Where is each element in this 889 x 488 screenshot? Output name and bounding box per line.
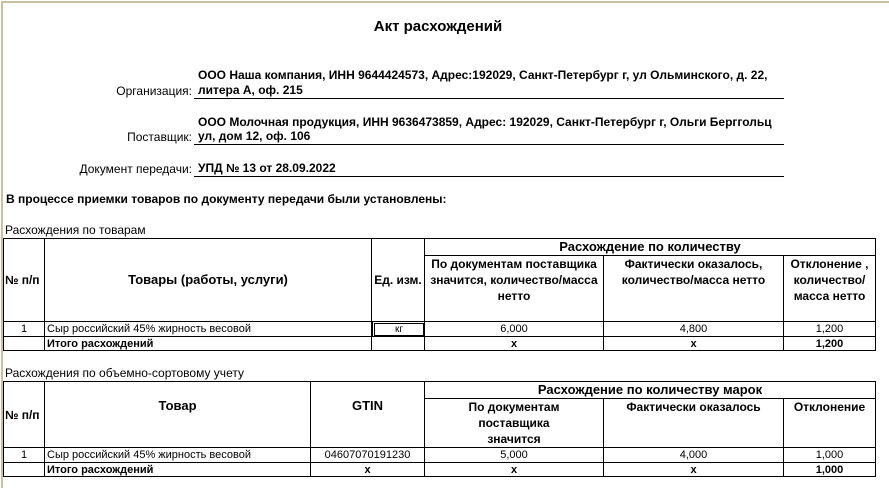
total-row <box>4 463 876 477</box>
row-gtin: 04607070191230 <box>311 448 425 463</box>
organization-value-line1: ООО Наша компания, ИНН 9644424573, Адрес:192029, Санкт-Петербург г, ул Ольминского, д. 22, <box>198 68 768 82</box>
row-deviation: 1,200 <box>784 322 876 337</box>
header-actual: Фактически оказалось, количество/масса нетто <box>604 256 784 322</box>
total-deviation: 1,200 <box>784 337 876 351</box>
total-actual: х <box>604 337 784 351</box>
header-by-docs: По документам поставщика значится <box>425 399 604 448</box>
marks-section-title: Расхождения по объемно-сортовому учету <box>5 366 244 380</box>
header-quantity-group: Расхождение по количеству <box>425 239 876 256</box>
header-num: № п/п <box>4 382 45 448</box>
header-goods: Товар <box>45 382 311 448</box>
header-actual: Фактически оказалось <box>604 399 784 448</box>
row-goods-name: Сыр российский 45% жирность весовой <box>45 322 372 337</box>
supplier-value-line2: ул, дом 12, оф. 106 <box>198 129 311 143</box>
total-actual: х <box>604 463 784 477</box>
transfer-doc-underline <box>194 176 784 177</box>
transfer-doc-value: УПД № 13 от 28.09.2022 <box>198 161 336 175</box>
intro-text: В процессе приемки товаров по документу передачи были установлены: <box>6 192 447 206</box>
marks-discrepancy-table <box>3 381 876 477</box>
row-by-docs: 5,000 <box>425 448 604 463</box>
row-unit[interactable]: кг <box>374 323 424 336</box>
row-goods-name: Сыр российский 45% жирность весовой <box>45 448 311 463</box>
document-title: Акт расхождений <box>373 18 503 35</box>
header-num: № п/п <box>4 239 45 322</box>
page-frame-top <box>1 1 889 3</box>
total-label: Итого расхождений <box>45 337 372 351</box>
total-row <box>4 337 876 351</box>
transfer-doc-label: Документ передачи: <box>79 162 192 176</box>
goods-discrepancy-table <box>3 238 876 351</box>
table-row <box>4 322 876 337</box>
header-unit: Ед. изм. <box>372 239 425 322</box>
row-deviation: 1,000 <box>784 448 876 463</box>
row-num: 1 <box>4 448 45 463</box>
row-actual: 4,000 <box>604 448 784 463</box>
organization-value-line2: литера А, оф. 215 <box>198 83 303 97</box>
row-num: 1 <box>4 322 45 337</box>
supplier-label: Поставщик: <box>127 130 192 144</box>
header-deviation: Отклонение , количество/ масса нетто <box>784 256 876 322</box>
table-row <box>4 448 876 463</box>
total-deviation: 1,000 <box>784 463 876 477</box>
organization-underline <box>194 98 784 99</box>
supplier-value-line1: ООО Молочная продукция, ИНН 9636473859, Адрес: 192029, Санкт-Петербург г, Ольги Берггольц <box>198 115 772 129</box>
header-deviation: Отклонение <box>784 399 876 448</box>
organization-label: Организация: <box>116 84 192 98</box>
total-by-docs: х <box>425 337 604 351</box>
header-goods: Товары (работы, услуги) <box>45 239 372 322</box>
supplier-underline <box>194 144 784 145</box>
total-gtin: х <box>311 463 425 477</box>
header-by-docs: По документам поставщика значится, количество/масса нетто <box>425 256 604 322</box>
total-label: Итого расхождений <box>45 463 311 477</box>
row-actual: 4,800 <box>604 322 784 337</box>
goods-section-title: Расхождения по товарам <box>5 223 146 237</box>
total-by-docs: х <box>425 463 604 477</box>
header-marks-group: Расхождение по количеству марок <box>425 382 876 399</box>
row-by-docs: 6,000 <box>425 322 604 337</box>
header-gtin: GTIN <box>311 382 425 448</box>
